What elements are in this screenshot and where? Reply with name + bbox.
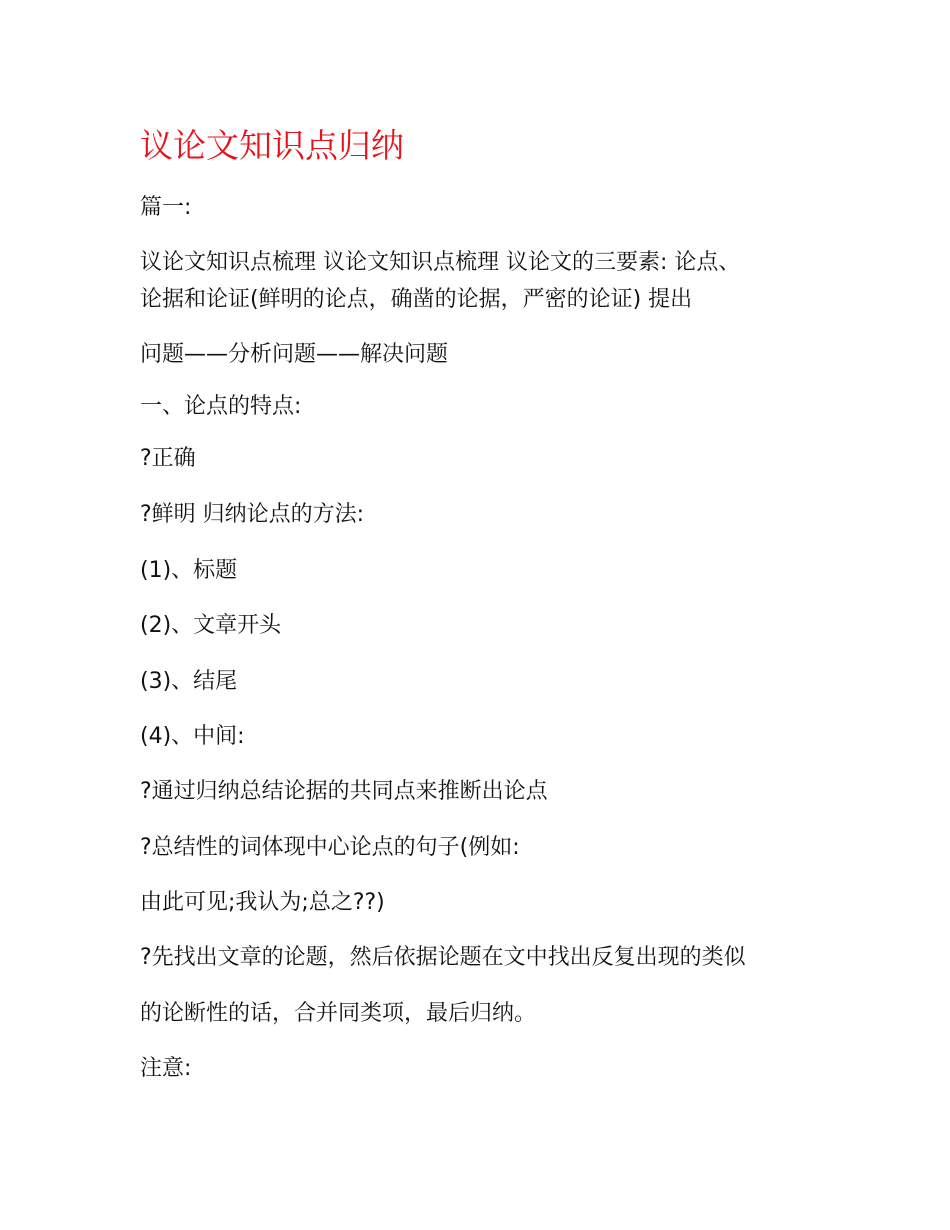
paragraph-line: 问题——分析问题——解决问题 xyxy=(140,342,449,367)
list-item: ?鲜明 归纳论点的方法: xyxy=(140,502,365,527)
note-heading: 注意: xyxy=(140,1056,192,1081)
list-item: (4)、中间: xyxy=(140,724,245,749)
list-item: (2)、文章开头 xyxy=(140,613,282,638)
paragraph-line: 论据和论证(鲜明的论点，确凿的论据，严密的论证) 提出 xyxy=(140,287,693,312)
list-item: ?先找出文章的论题，然后依据论题在文中找出反复出现的类似 xyxy=(140,945,746,970)
document-title: 议论文知识点归纳 xyxy=(140,126,404,165)
list-item: ?总结性的词体现中心论点的句子(例如: xyxy=(140,835,520,860)
list-item: ?正确 xyxy=(140,446,196,471)
paragraph-line: 由此可见;我认为;总之??) xyxy=(140,890,385,915)
list-item: (1)、标题 xyxy=(140,558,238,583)
list-item: (3)、结尾 xyxy=(140,669,238,694)
paragraph-line: 的论断性的话，合并同类项，最后归纳。 xyxy=(140,1001,537,1026)
section-heading-part-one: 篇一: xyxy=(140,195,192,220)
section-heading: 一、论点的特点: xyxy=(140,394,302,419)
list-item: ?通过归纳总结论据的共同点来推断出论点 xyxy=(140,779,548,804)
paragraph-line: 议论文知识点梳理 议论文知识点梳理 议论文的三要素: 论点、 xyxy=(140,250,741,275)
